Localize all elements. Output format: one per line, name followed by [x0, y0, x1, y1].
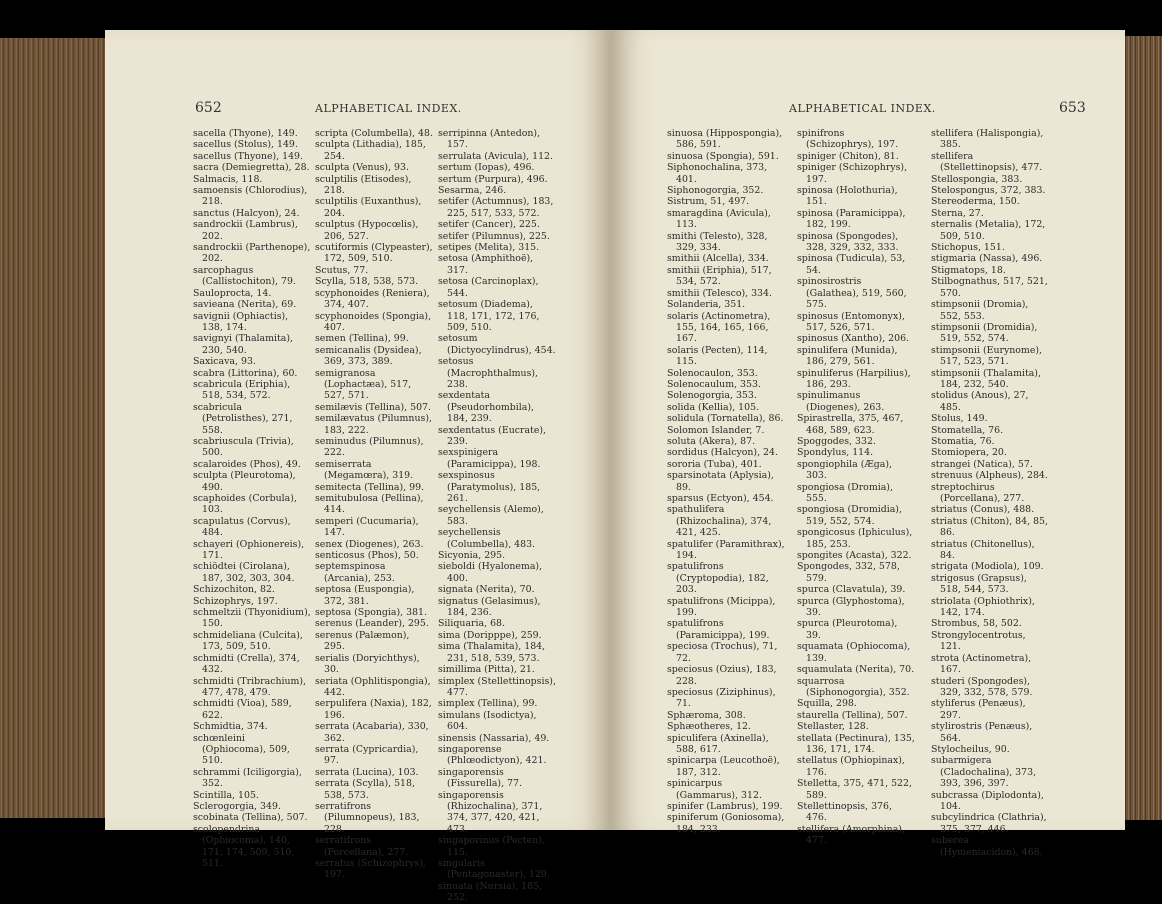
index-entry: setosa (Amphithoë), 317. [438, 253, 534, 276]
index-entry: spathulifera (Rhizochalina), 374, 421, 425. [667, 504, 772, 539]
index-entry: strenuus (Alpheus), 284. [931, 470, 1048, 482]
index-entry: scobinata (Tellina), 507. [193, 812, 308, 824]
index-entry: scabra (Littorina), 60. [193, 367, 298, 379]
index-entry: semperi (Cucumaria), 147. [315, 515, 419, 539]
index-entry: sculptilis (Etisodes), 218. [315, 173, 412, 197]
index-entry: sparsinotata (Aplysia), 89. [667, 470, 774, 493]
index-entry: Scutus, 77. [315, 264, 369, 276]
index-entry: striatus (Chitonellus), 84. [931, 538, 1035, 562]
index-entry: schrammi (Iciligorgia), 352. [193, 766, 302, 790]
index-entry: sordidus (Halcyon), 24. [667, 447, 778, 459]
index-entry: setosum (Diadema), 118, 171, 172, 176, 509, 510. [438, 299, 540, 333]
index-entry: Stereoderma, 150. [931, 196, 1020, 208]
index-entry: singaporense (Phlœodictyon), 421. [438, 743, 547, 767]
index-entry: stolidus (Anous), 27, 485. [931, 390, 1029, 413]
running-head: ALPHABETICAL INDEX. [789, 102, 936, 115]
index-entry: spinosus (Xantho), 206. [797, 333, 910, 345]
index-entry: sandrockii (Lambrus), 202. [193, 219, 298, 242]
index-entry: striolata (Ophiothrix), 142, 174. [931, 595, 1035, 619]
index-entry: simulans (Isodictya), 604. [438, 709, 537, 733]
index-entry: serratus (Schizophrys), 197. [315, 858, 426, 881]
index-entry: semitecta (Tellina), 99. [315, 481, 425, 493]
index-entry: stimpsonii (Eurynome), 517, 523, 571. [931, 344, 1043, 368]
index-column [931, 128, 1049, 858]
index-entry: spinuliferus (Harpilius), 186, 293. [797, 367, 911, 390]
index-entry: smithii (Alcella), 334. [667, 253, 769, 265]
index-entry: Stomiopera, 20. [931, 447, 1007, 459]
index-entry: sculptilis (Euxanthus), 204. [315, 196, 422, 219]
index-entry: stigmaria (Nassa), 496. [931, 253, 1043, 265]
index-entry: strangei (Natica), 57. [931, 458, 1033, 470]
index-entry: sacellus (Thyone), 149. [193, 150, 303, 162]
index-entry: scripta (Columbella), 48. [315, 128, 433, 139]
index-entry: spinosa (Holothuria), 151. [797, 185, 898, 208]
index-entry: staurella (Tellina), 507. [797, 709, 908, 721]
index-entry: spinosirostris (Galathea), 519, 560, 575. [797, 276, 907, 311]
index-entry: Stellaster, 128. [797, 721, 869, 733]
index-entry: sculptus (Hypocœlis), 206, 527. [315, 219, 419, 242]
index-entry: serialis (Doryichthys), 30. [315, 652, 420, 676]
index-entry: Strombus, 58, 502. [931, 618, 1022, 630]
index-entry: sertum (Iopas), 496. [438, 162, 535, 174]
index-entry: schayeri (Ophionereis), 171. [193, 538, 305, 562]
index-entry: semicanalis (Dysidea), 369, 373, 389. [315, 344, 422, 368]
index-entry: Stellospongia, 383. [931, 173, 1023, 185]
index-entry: serratifrons (Pilumnopeus), 183, 228. [315, 800, 420, 835]
index-entry: sexdentata (Pseudorhombila), 184, 239. [438, 390, 535, 425]
index-entry: stellifera (Halispongia), 385. [931, 128, 1044, 151]
index-entry: streptochirus (Porcellana), 277. [931, 481, 1025, 504]
index-entry: samoensis (Chlorodius), 218. [193, 185, 308, 208]
index-entry: schmidti (Tribrachium), 477, 478, 479. [193, 675, 307, 698]
index-entry: spurca (Glyphostoma), 39. [797, 595, 905, 619]
index-entry: Sterna, 27. [931, 207, 984, 219]
index-entry: semigranosa (Lophactæa), 517, 527, 571. [315, 367, 412, 402]
index-entry: savieana (Nerita), 69. [193, 299, 297, 311]
right-page-edges [1122, 36, 1162, 820]
index-entry: Spirastrella, 375, 467, 468, 589, 623. [797, 413, 904, 436]
index-entry: soluta (Akera), 87. [667, 435, 756, 447]
index-entry: serpulifera (Naxia), 182, 196. [315, 698, 432, 721]
index-entry: simplex (Tellina), 99. [438, 698, 538, 710]
index-entry: Sistrum, 51, 497. [667, 196, 750, 208]
index-entry: sexspinosus (Paratymolus), 185, 261. [438, 470, 541, 504]
index-entry: singaporensis (Rhizochalina), 371, 374, 377, 420, 421, 473. [438, 789, 543, 835]
index-entry: seychellensis (Columbella), 483. [438, 527, 536, 550]
page-number: 653 [1059, 100, 1086, 116]
index-entry: spiniferum (Goniosoma), 184, 233. [667, 812, 785, 835]
index-entry: Scylla, 518, 538, 573. [315, 276, 419, 288]
index-entry: stellifera (Amorphina), 477. [797, 823, 905, 847]
index-entry: setifer (Pilumnus), 225. [438, 230, 550, 242]
index-entry: schmeltzii (Thyonidium), 150. [193, 607, 311, 630]
index-entry: sinuosa (Spongia), 591. [667, 150, 779, 162]
index-entry: spinulimanus (Diogenes), 263. [797, 390, 885, 413]
index-entry: sertum (Purpura), 496. [438, 173, 548, 185]
index-entry: sacella (Thyone), 149. [193, 128, 298, 139]
index-entry: Sauloprocta, 14. [193, 287, 272, 299]
index-entry: Saxicava, 93. [193, 356, 256, 368]
index-entry: Stelospongus, 372, 383. [931, 185, 1046, 197]
index-entry: spatulifrons (Micippa), 199. [667, 595, 776, 619]
index-entry: semen (Tellina), 99. [315, 333, 409, 345]
index-entry: Stolus, 149. [931, 413, 988, 425]
index-entry: serenus (Palæmon), 295. [315, 629, 410, 653]
index-entry: sexspinigera (Paramicippa), 198. [438, 447, 541, 470]
index-entry: Squilla, 298. [797, 698, 857, 710]
index-entry: singaporensis (Fissurella), 77. [438, 766, 522, 790]
index-entry: spinosa (Spongodes), 328, 329, 332, 333. [797, 230, 899, 254]
open-book [0, 30, 1162, 904]
index-entry: scolopendrina (Ophiocoma), 140, 171, 174, 509, 510, 511. [193, 823, 295, 869]
index-entry: subcrassa (Diplodonta), 104. [931, 789, 1044, 812]
running-head: ALPHABETICAL INDEX. [315, 102, 462, 115]
index-entry: schmidti (Vioa), 589, 622. [193, 698, 292, 721]
index-entry: schmidti (Crella), 374, 432. [193, 652, 300, 676]
index-entry: stellifera (Stellettinopsis), 477. [931, 150, 1043, 174]
index-entry: scabricula (Eriphia), 518, 534, 572. [193, 378, 291, 402]
index-entry: setifer (Cancer), 225. [438, 219, 540, 231]
index-entry: striatus (Chiton), 84, 85, 86. [931, 515, 1048, 539]
index-entry: serrata (Scylla), 518, 538, 573. [315, 778, 415, 801]
index-entry: Schmidtia, 374. [193, 721, 268, 733]
index-entry: serrata (Cypricardia), 97. [315, 743, 419, 767]
index-entry: Solenocaulon, 353. [667, 367, 758, 379]
index-entry: stimpsonii (Dromia), 552, 553. [931, 299, 1029, 322]
index-entry: sexdentatus (Eucrate), 239. [438, 424, 547, 447]
index-entry: singularis (Pentagonaster), 129. [438, 858, 550, 881]
index-entry: serrulata (Avicula), 112. [438, 150, 553, 162]
index-entry: singaporinus (Pecten), 115. [438, 835, 545, 858]
index-entry: spinosa (Tudicula), 53, 54. [797, 253, 906, 276]
index-entry: spiniger (Schizophrys), 197. [797, 162, 908, 185]
index-column [193, 128, 311, 869]
index-entry: speciosa (Trochus), 71, 72. [667, 641, 778, 664]
index-entry: Schizophrys, 197. [193, 595, 278, 607]
index-entry: septosa (Euspongia), 372, 381. [315, 584, 415, 607]
index-entry: stylirostris (Penæus), 564. [931, 721, 1033, 744]
index-entry: sculpta (Lithadia), 185, 254. [315, 139, 426, 162]
left-page [105, 30, 611, 904]
index-entry: senticosus (Phos), 50. [315, 550, 419, 562]
index-entry: simplex (Stellettinopsis), 477. [438, 675, 556, 698]
index-entry: Stomatella, 76. [931, 424, 1004, 436]
index-entry: stimpsonii (Thalamita), 184, 232, 540. [931, 367, 1041, 390]
index-entry: scyphonoides (Reniera), 374, 407. [315, 287, 430, 311]
index-entry: Stellettinopsis, 376, 476. [797, 800, 892, 824]
index-entry: setosa (Carcinoplax), 544. [438, 276, 539, 299]
index-entry: schœnleini (Ophiocoma), 509, 510. [193, 732, 290, 767]
index-entry: spinicarpa (Leucothoë), 187, 312. [667, 755, 780, 778]
index-column [438, 128, 556, 904]
index-entry: serenus (Leander), 295. [315, 618, 429, 630]
index-entry: savignii (Ophiactis), 138, 174. [193, 310, 289, 333]
index-entry: Spoggodes, 332. [797, 435, 876, 447]
index-entry: solaris (Pecten), 114, 115. [667, 344, 768, 368]
index-entry: scabriuscula (Trivia), 500. [193, 435, 294, 459]
index-entry: Sclerogorgia, 349. [193, 800, 281, 812]
index-entry: smaragdina (Avicula), 113. [667, 207, 771, 231]
index-entry: spinifrons (Schizophrys), 197. [797, 128, 899, 151]
index-entry: stimpsonii (Dromidia), 519, 552, 574. [931, 321, 1038, 345]
index-entry: Stylocheilus, 90. [931, 743, 1010, 755]
index-entry: sororia (Tuba), 401. [667, 458, 762, 470]
index-entry: Solenogorgia, 353. [667, 390, 757, 402]
index-entry: seriata (Ophlitispongia), 442. [315, 675, 431, 698]
index-entry: solidula (Tornatella), 86. [667, 413, 784, 425]
index-entry: Sicyonia, 295. [438, 550, 506, 562]
index-entry: squarrosa (Siphonogorgia), 352. [797, 675, 910, 698]
index-entry: serrata (Acabaria), 330, 362. [315, 721, 429, 744]
index-entry: spongites (Acasta), 322. [797, 550, 912, 562]
left-page-edges [0, 38, 108, 818]
index-entry: Solanderia, 351. [667, 299, 746, 311]
index-entry: serripinna (Antedon), 157. [438, 128, 541, 151]
index-entry: Solenocaulum, 353. [667, 378, 761, 390]
index-entry: subcylindrica (Clathria), 375, 377, 446. [931, 812, 1047, 835]
index-entry: schmideliana (Culcita), 173, 509, 510. [193, 629, 303, 653]
index-entry: sparsus (Ectyon), 454. [667, 493, 774, 504]
index-entry: serrata (Lucina), 103. [315, 766, 419, 778]
index-column [797, 128, 915, 847]
index-entry: stellatus (Ophiopinax), 176. [797, 755, 905, 778]
index-entry: scabricula (Petrolisthes), 271, 558. [193, 401, 293, 436]
index-entry: stellata (Pectinura), 135, 136, 171, 174. [797, 732, 915, 755]
index-entry: senex (Diogenes), 263. [315, 538, 424, 550]
index-entry: smithii (Telesco), 334. [667, 287, 772, 299]
index-column [315, 128, 433, 881]
index-entry: savignyi (Thalamita), 230, 540. [193, 333, 294, 356]
index-entry: sculpta (Pleurotoma), 490. [193, 470, 296, 493]
index-entry: signatus (Gelasimus), 184, 236. [438, 595, 541, 619]
index-entry: squamata (Ophiocoma), 139. [797, 641, 911, 664]
index-entry: seychellensis (Alemo), 583. [438, 504, 544, 527]
index-column [667, 128, 785, 835]
index-entry: sacellus (Stolus), 149. [193, 139, 298, 151]
index-entry: suberea (Hymeniacidon), 468. [931, 835, 1043, 858]
index-entry: scaphoides (Corbula), 103. [193, 493, 297, 516]
index-entry: studeri (Spongodes), 329, 332, 578, 579. [931, 675, 1033, 698]
index-entry: striatus (Conus), 488. [931, 504, 1035, 516]
index-entry: setosum (Dictyocylindrus), 454. [438, 333, 556, 356]
index-entry: septosa (Spongia), 381. [315, 607, 427, 619]
index-entry: sandrockii (Parthenope), 202. [193, 242, 311, 265]
index-entry: smithi (Telesto), 328, 329, 334. [667, 230, 768, 254]
index-entry: setipes (Melita), 315. [438, 242, 540, 254]
index-entry: sculpta (Venus), 93. [315, 162, 409, 174]
index-entry: semilævatus (Pilumnus), 183, 222. [315, 413, 432, 436]
index-entry: spinifer (Lambrus), 199. [667, 800, 783, 812]
index-entry: semiserrata (Megamœra), 319. [315, 458, 414, 482]
index-entry: septemspinosa (Arcania), 253. [315, 561, 395, 584]
index-entry: sanctus (Halcyon), 24. [193, 207, 300, 219]
index-entry: scapulatus (Corvus), 484. [193, 515, 291, 539]
index-entry: speciosus (Ozius), 183, 228. [667, 664, 777, 687]
index-entry: Stichopus, 151. [931, 242, 1005, 254]
index-entry: smithii (Eriphia), 517, 534, 572. [667, 264, 772, 288]
index-entry: spinosa (Paramicippa), 182, 199. [797, 207, 906, 231]
index-entry: seminudus (Pilumnus), 222. [315, 435, 424, 459]
index-entry: Siphonogorgia, 352. [667, 185, 764, 197]
index-entry: Spondylus, 114. [797, 447, 874, 459]
index-entry: setosus (Macrophthalmus), 238. [438, 356, 539, 390]
index-entry: solida (Kellia), 105. [667, 401, 760, 413]
index-entry: Strongylocentrotus, 121. [931, 629, 1026, 653]
index-entry: spiniger (Chiton), 81. [797, 150, 899, 162]
index-entry: spiculifera (Axinella), 588, 617. [667, 732, 769, 755]
index-entry: Stilbognathus, 517, 521, 570. [931, 276, 1048, 299]
index-entry: sima (Thalamita), 184, 231, 518, 539, 573. [438, 641, 546, 664]
index-entry: Schizochiton, 82. [193, 584, 275, 596]
index-entry: sinensis (Nassaria), 49. [438, 732, 550, 744]
index-entry: speciosus (Ziziphinus), 71. [667, 686, 776, 710]
index-entry: Sesarma, 246. [438, 185, 507, 197]
index-entry: scalaroides (Phos), 49. [193, 458, 301, 470]
index-entry: spongicosus (Iphiculus), 185, 253. [797, 527, 913, 550]
index-entry: spinicarpus (Gammarus), 312. [667, 778, 762, 801]
index-entry: Solomon Islander, 7. [667, 424, 765, 436]
index-entry: Sphæotheres, 12. [667, 721, 751, 733]
index-entry: spinosus (Entomonyx), 517, 526, 571. [797, 310, 905, 333]
index-entry: spongiosa (Dromidia), 519, 552, 574. [797, 504, 902, 527]
index-entry: sieboldi (Hyalonema), 400. [438, 561, 543, 584]
index-entry: signata (Nerita), 70. [438, 584, 535, 596]
index-entry: Siphonochalina, 373, 401. [667, 162, 768, 185]
index-entry: spongiosa (Dromia), 555. [797, 481, 893, 504]
index-entry: sternalis (Metalia), 172, 509, 510. [931, 219, 1046, 242]
index-entry: strigata (Modiola), 109. [931, 561, 1044, 573]
index-entry: solaris (Actinometra), 155, 164, 165, 166, 167. [667, 310, 771, 345]
index-entry: spongiophila (Ægа), 303. [797, 458, 893, 482]
index-entry: spinulifera (Munida), 186, 279, 561. [797, 344, 898, 368]
index-entry: Salmacis, 118. [193, 173, 263, 185]
index-entry: sinuosa (Hippospongia), 586, 591. [667, 128, 783, 151]
index-entry: Spongodes, 332, 578, 579. [797, 561, 900, 584]
index-entry: sacra (Demiegretta), 28. [193, 162, 310, 174]
index-entry: spurca (Clavatula), 39. [797, 584, 906, 596]
index-entry: setifer (Actumnus), 183, 225, 517, 533, 572. [438, 196, 554, 219]
index-entry: simillima (Pitta), 21. [438, 664, 535, 676]
index-entry: squamulata (Nerita), 70. [797, 664, 915, 676]
index-entry: spatulifer (Paramithrax), 194. [667, 538, 785, 562]
index-entry: spatulifrons (Paramicippa), 199. [667, 618, 770, 641]
index-entry: strigosus (Grapsus), 518, 544, 573. [931, 572, 1027, 596]
index-entry: spurca (Pleurotoma), 39. [797, 618, 898, 641]
index-entry: sarcophagus (Callistochiton), 79. [193, 264, 296, 288]
index-entry: schiödtei (Cirolana), 187, 302, 303, 304. [193, 561, 295, 584]
index-entry: spatulifrons (Cryptopodia), 182, 203. [667, 561, 769, 596]
index-entry: styliferus (Penæus), 297. [931, 698, 1026, 721]
index-entry: scyphonoides (Spongia), 407. [315, 310, 432, 333]
index-entry: subarmigera (Cladochalina), 373, 393, 396, 397. [931, 755, 1037, 790]
index-entry: sima (Doripppe), 259. [438, 629, 542, 641]
index-entry: serratifrons (Porcellana), 277. [315, 835, 409, 858]
index-entry: Scintilla, 105. [193, 789, 259, 801]
index-entry: strota (Actinometra), 167. [931, 652, 1032, 676]
index-entry: sinuata (Nursia), 185, 252. [438, 880, 543, 904]
index-entry: Siliquaria, 68. [438, 618, 505, 630]
index-entry: Sphæroma, 308. [667, 709, 746, 721]
page-number: 652 [195, 100, 222, 116]
index-entry: Stomatia, 76. [931, 435, 995, 447]
index-entry: Stelletta, 375, 471, 522, 589. [797, 778, 912, 801]
index-entry: scutiformis (Clypeaster), 172, 509, 510. [315, 242, 433, 265]
index-entry: semitubulosa (Pellina), 414. [315, 493, 424, 516]
right-page [611, 30, 1125, 858]
index-entry: Stigmatops, 18. [931, 264, 1006, 276]
index-entry: semilævis (Tellina), 507. [315, 401, 431, 413]
